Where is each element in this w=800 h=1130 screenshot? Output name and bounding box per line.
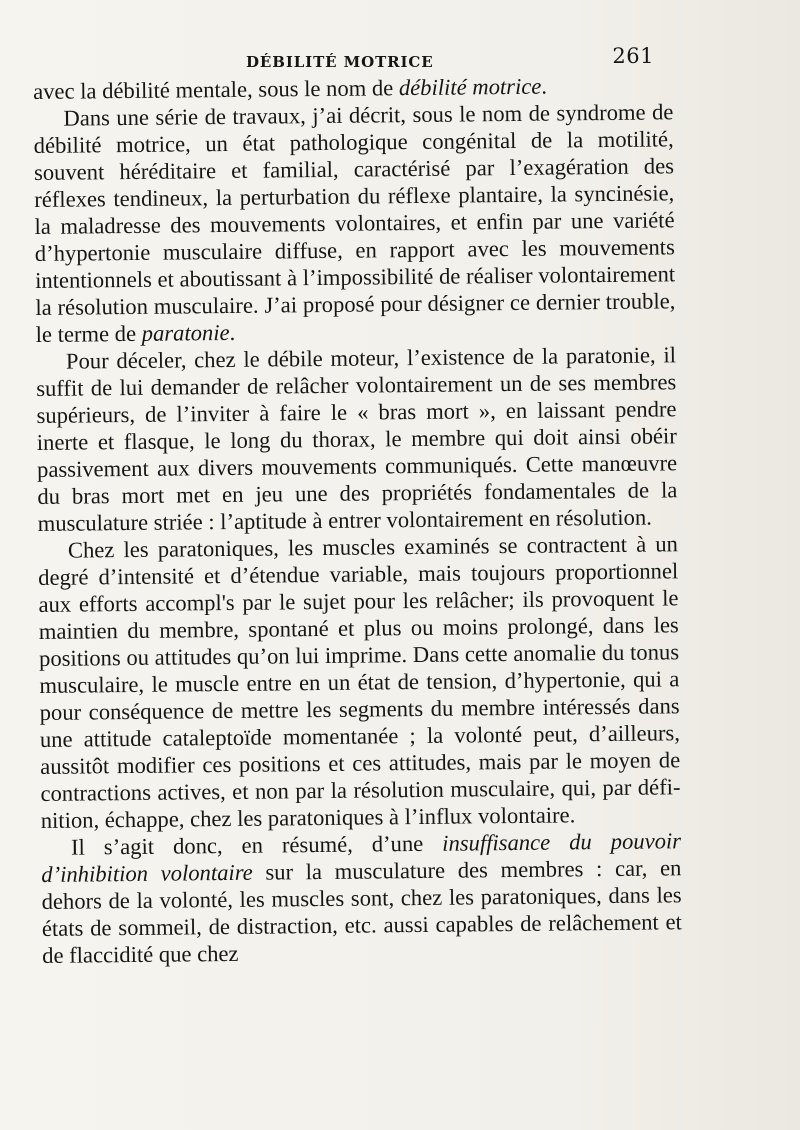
paragraph-1-end: . [541, 73, 548, 99]
paragraph-2-italic: paratonie [141, 319, 230, 346]
running-title: DÉBILITÉ MOTRICE [246, 53, 434, 71]
paragraph-2 [33, 98, 676, 348]
paragraph-2-text: Dans une série de travaux, j’ai décrit, sous le nom de syndrome de débilité motrice, un état pathologique congénital de la motilité, souvent héréditaire et familial, caractérisé par l’exagération des réflexes tendineux, la perturbation du réflexe plantaire, la syncinésie, la maladresse des mouvements volontaires, et enfin par une variété d’hypertonie musculaire diffuse, en rapport avec les mouvements intentionnels et aboutissant à l’impossibilité de réaliser volontairement la résolution musculaire. J’ai proposé pour désigner ce dernier trouble, le terme de [33, 99, 676, 347]
paragraph-3: Pour déceler, chez le débile moteur, l’existence de la paratonie, il suffit de lui demander de relâcher volontairement un de ses membres supérieurs, de l’inviter à faire le « bras mort », en laissant pendre inerte et flasque, le long du thorax, le membre qui doit ainsi obéir passivement aux divers mouvements communiqués. Cette manœuvre du bras mort met en jeu une des propriétés fondamentales de la musculature striée : l’aptitude à entrer volontairement en résolution. [36, 342, 678, 536]
paragraph-2-end: . [229, 319, 236, 345]
paragraph-5-text: Il s’agit donc, en résumé, d’une [70, 830, 443, 860]
page-number: 261 [612, 44, 654, 68]
paragraph-1-italic: débilité motrice [398, 73, 542, 101]
paragraph-4: Chez les paratoniques, les muscles examinés se contractent à un degré d’intensité et d’étendue variable, mais toujours proportionnel aux efforts accompl's par le sujet pour les relâcher; ils provoquent le maintien du membre, spontané et plus ou moins prolongé, dans les positions ou attitudes qu’on lui imprime. Dans cette anomalie du tonus musculaire, le muscle entre en un état de tension, d’hypertonie, qui a pour conséquence de mettre les segments du membre intéressés dans une attitude cataleptoïde momentanée ; la volonté peut, d’ailleurs, aussitôt modifier ces positions et ces attitudes, mais par le moyen de contractions actives, et non par la résolution musculaire, qui, par définition, échappe, chez les paratoniques à l’influx volontaire. [38, 531, 681, 833]
body-text [33, 71, 682, 969]
paragraph-1-text: avec la débilité mentale, sous le nom de [33, 75, 400, 104]
paragraph-5-italic: insuffisance du pouvoir d’inhibition volontaire [41, 828, 682, 887]
paragraph-5 [41, 827, 682, 969]
paragraph-5-end: sur la musculature des membres : car, en dehors de la volonté, les muscles sont, chez les paratoniques, dans les états de sommeil, de distraction, etc. aussi capables de relâchement et de flaccidité que chez [41, 855, 683, 968]
